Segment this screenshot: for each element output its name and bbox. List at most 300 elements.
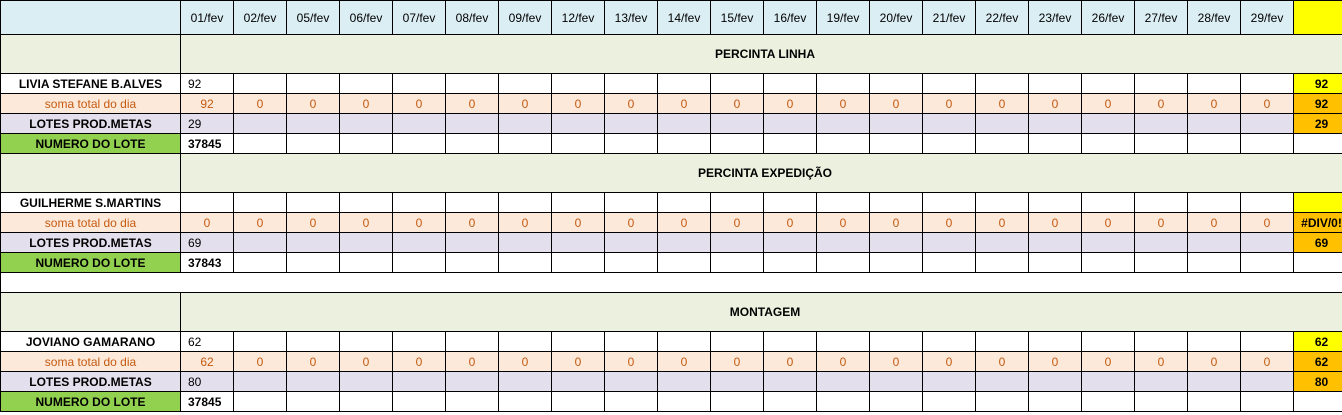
soma-day-cell[interactable]: 0: [1082, 213, 1135, 233]
lotes-day-cell[interactable]: [870, 114, 923, 134]
day-value-cell[interactable]: [870, 332, 923, 352]
lote-day-cell[interactable]: [552, 134, 605, 154]
spacer-cell[interactable]: [1, 273, 181, 293]
soma-label[interactable]: soma total do dia: [1, 94, 181, 114]
day-value-cell[interactable]: [711, 193, 764, 213]
lotes-day-cell[interactable]: [1029, 233, 1082, 253]
lote-day-cell[interactable]: [340, 392, 393, 412]
lotes-day-cell[interactable]: [764, 114, 817, 134]
soma-day-cell[interactable]: 0: [1029, 94, 1082, 114]
day-value-cell[interactable]: [340, 332, 393, 352]
soma-day-cell[interactable]: 0: [1135, 213, 1188, 233]
lote-total-cell[interactable]: [1294, 392, 1342, 412]
soma-day-cell[interactable]: 0: [1241, 352, 1294, 372]
lote-day-cell[interactable]: [393, 253, 446, 273]
day-value-cell[interactable]: [923, 193, 976, 213]
lote-day-cell[interactable]: [817, 134, 870, 154]
soma-day-cell[interactable]: 0: [287, 94, 340, 114]
day-value-cell[interactable]: [817, 332, 870, 352]
spacer-cell[interactable]: [340, 273, 393, 293]
spacer-cell[interactable]: [976, 273, 1029, 293]
day-value-cell[interactable]: [287, 193, 340, 213]
day-value-cell[interactable]: [1188, 74, 1241, 94]
date-header-cell[interactable]: 27/fev: [1135, 1, 1188, 35]
spacer-cell[interactable]: [1188, 273, 1241, 293]
date-header-cell[interactable]: 12/fev: [552, 1, 605, 35]
soma-day-cell[interactable]: 92: [181, 94, 234, 114]
soma-day-cell[interactable]: 62: [181, 352, 234, 372]
spacer-cell[interactable]: [1294, 273, 1342, 293]
soma-day-cell[interactable]: 0: [499, 94, 552, 114]
worker-total-cell[interactable]: 62: [1294, 332, 1342, 352]
section-title[interactable]: PERCINTA EXPEDIÇÃO: [181, 154, 1342, 193]
date-header-cell[interactable]: 05/fev: [287, 1, 340, 35]
lotes-label[interactable]: LOTES PROD.METAS: [1, 233, 181, 253]
lotes-day-cell[interactable]: [605, 233, 658, 253]
day-value-cell[interactable]: [976, 332, 1029, 352]
lote-day-cell[interactable]: [1241, 134, 1294, 154]
lotes-day-cell[interactable]: [340, 233, 393, 253]
soma-day-cell[interactable]: 0: [1082, 94, 1135, 114]
day-value-cell[interactable]: [446, 74, 499, 94]
spacer-cell[interactable]: [923, 273, 976, 293]
soma-day-cell[interactable]: 0: [393, 213, 446, 233]
soma-label[interactable]: soma total do dia: [1, 352, 181, 372]
lotes-day-cell[interactable]: [764, 233, 817, 253]
soma-day-cell[interactable]: 0: [711, 94, 764, 114]
lotes-day-cell[interactable]: [870, 372, 923, 392]
lote-day-cell[interactable]: [711, 392, 764, 412]
soma-total-cell[interactable]: #DIV/0!: [1294, 213, 1342, 233]
day-value-cell[interactable]: [605, 193, 658, 213]
day-value-cell[interactable]: [340, 74, 393, 94]
soma-day-cell[interactable]: 0: [658, 94, 711, 114]
lote-day-cell[interactable]: [1241, 392, 1294, 412]
day-value-cell[interactable]: [764, 193, 817, 213]
day-value-cell[interactable]: [976, 74, 1029, 94]
lote-day-cell[interactable]: [1029, 134, 1082, 154]
lote-day-cell[interactable]: [499, 392, 552, 412]
lotes-day-cell[interactable]: [711, 372, 764, 392]
soma-day-cell[interactable]: 0: [976, 213, 1029, 233]
lote-day-cell[interactable]: [711, 253, 764, 273]
soma-day-cell[interactable]: 0: [870, 352, 923, 372]
soma-day-cell[interactable]: 0: [446, 94, 499, 114]
day-value-cell[interactable]: [393, 332, 446, 352]
lote-day-cell[interactable]: [287, 253, 340, 273]
soma-day-cell[interactable]: 0: [923, 352, 976, 372]
day-value-cell[interactable]: [552, 74, 605, 94]
lote-day-cell[interactable]: [446, 253, 499, 273]
lote-day-cell[interactable]: [340, 253, 393, 273]
lotes-day-cell[interactable]: [499, 372, 552, 392]
day-value-cell[interactable]: [658, 193, 711, 213]
date-header-cell[interactable]: 28/fev: [1188, 1, 1241, 35]
lote-number-value[interactable]: 37843: [181, 253, 234, 273]
soma-day-cell[interactable]: 0: [1082, 352, 1135, 372]
lote-day-cell[interactable]: [870, 253, 923, 273]
soma-day-cell[interactable]: 0: [817, 352, 870, 372]
soma-day-cell[interactable]: 0: [976, 94, 1029, 114]
soma-day-cell[interactable]: 0: [658, 352, 711, 372]
day-value-cell[interactable]: [711, 332, 764, 352]
worker-total-cell[interactable]: 92: [1294, 74, 1342, 94]
day-value-cell[interactable]: [870, 193, 923, 213]
soma-day-cell[interactable]: 0: [393, 94, 446, 114]
day-value-cell[interactable]: [1241, 74, 1294, 94]
soma-day-cell[interactable]: 0: [552, 94, 605, 114]
day-value-cell[interactable]: [340, 193, 393, 213]
soma-day-cell[interactable]: 0: [552, 213, 605, 233]
date-header-cell[interactable]: 20/fev: [870, 1, 923, 35]
date-header-cell[interactable]: 23/fev: [1029, 1, 1082, 35]
section-title[interactable]: MONTAGEM: [181, 293, 1342, 332]
lote-day-cell[interactable]: [976, 253, 1029, 273]
spacer-cell[interactable]: [552, 273, 605, 293]
lotes-day-cell[interactable]: [552, 233, 605, 253]
day-value-cell[interactable]: [1188, 332, 1241, 352]
spacer-cell[interactable]: [1241, 273, 1294, 293]
soma-day-cell[interactable]: 0: [923, 213, 976, 233]
spacer-cell[interactable]: [446, 273, 499, 293]
lote-day-cell[interactable]: [499, 253, 552, 273]
date-header-cell[interactable]: 09/fev: [499, 1, 552, 35]
lotes-day-cell[interactable]: [446, 372, 499, 392]
worker-name[interactable]: LIVIA STEFANE B.ALVES: [1, 74, 181, 94]
lotes-day-cell[interactable]: [1241, 372, 1294, 392]
day-value-cell[interactable]: [552, 332, 605, 352]
lotes-day-cell[interactable]: [287, 233, 340, 253]
lote-day-cell[interactable]: [1082, 134, 1135, 154]
day-value-cell[interactable]: [1029, 74, 1082, 94]
lotes-day-cell[interactable]: [552, 372, 605, 392]
spacer-cell[interactable]: [287, 273, 340, 293]
lotes-day-cell[interactable]: [1135, 233, 1188, 253]
lote-day-cell[interactable]: [1082, 392, 1135, 412]
lotes-total-cell[interactable]: 29: [1294, 114, 1342, 134]
lotes-day-cell[interactable]: [1029, 114, 1082, 134]
soma-day-cell[interactable]: 0: [1188, 352, 1241, 372]
soma-day-cell[interactable]: 0: [446, 352, 499, 372]
soma-day-cell[interactable]: 0: [1135, 94, 1188, 114]
soma-day-cell[interactable]: 0: [393, 352, 446, 372]
soma-day-cell[interactable]: 0: [1188, 94, 1241, 114]
day-value-cell[interactable]: [287, 332, 340, 352]
lotes-day-cell[interactable]: [446, 114, 499, 134]
soma-day-cell[interactable]: 0: [1188, 213, 1241, 233]
spacer-cell[interactable]: [1135, 273, 1188, 293]
day-value-cell[interactable]: [1082, 74, 1135, 94]
date-header-cell[interactable]: 14/fev: [658, 1, 711, 35]
spacer-cell[interactable]: [234, 273, 287, 293]
lotes-day-cell[interactable]: [1082, 233, 1135, 253]
section-label-cell[interactable]: [1, 154, 181, 193]
lotes-day-cell[interactable]: [1135, 372, 1188, 392]
soma-day-cell[interactable]: 0: [1029, 213, 1082, 233]
day-value-cell[interactable]: [499, 74, 552, 94]
lotes-day-cell[interactable]: [817, 114, 870, 134]
lotes-total-cell[interactable]: 80: [1294, 372, 1342, 392]
lote-day-cell[interactable]: [1188, 392, 1241, 412]
day-value-cell[interactable]: [234, 74, 287, 94]
lote-number-label[interactable]: NUMERO DO LOTE: [1, 253, 181, 273]
lotes-day-cell[interactable]: [340, 114, 393, 134]
lote-day-cell[interactable]: [605, 134, 658, 154]
total-header-cell[interactable]: [1294, 1, 1342, 35]
lotes-day-cell[interactable]: [817, 233, 870, 253]
lote-day-cell[interactable]: [287, 134, 340, 154]
day-value-cell[interactable]: [446, 193, 499, 213]
lote-day-cell[interactable]: [976, 134, 1029, 154]
lotes-day-cell[interactable]: [1135, 114, 1188, 134]
soma-day-cell[interactable]: 0: [234, 94, 287, 114]
day-value-cell[interactable]: [976, 193, 1029, 213]
lote-day-cell[interactable]: [817, 253, 870, 273]
worker-name[interactable]: JOVIANO GAMARANO: [1, 332, 181, 352]
spacer-cell[interactable]: [181, 273, 234, 293]
lote-day-cell[interactable]: [393, 134, 446, 154]
lotes-day-cell[interactable]: [923, 372, 976, 392]
lote-number-label[interactable]: NUMERO DO LOTE: [1, 134, 181, 154]
day-value-cell[interactable]: [1135, 74, 1188, 94]
soma-day-cell[interactable]: 0: [870, 213, 923, 233]
lotes-day-cell[interactable]: [1082, 114, 1135, 134]
lote-day-cell[interactable]: [1135, 253, 1188, 273]
soma-day-cell[interactable]: 0: [976, 352, 1029, 372]
day-value-cell[interactable]: [870, 74, 923, 94]
lotes-day-cell[interactable]: [870, 233, 923, 253]
lotes-day-cell[interactable]: [711, 114, 764, 134]
lote-day-cell[interactable]: [870, 392, 923, 412]
soma-day-cell[interactable]: 0: [552, 352, 605, 372]
lotes-day-cell[interactable]: [764, 372, 817, 392]
soma-total-cell[interactable]: 92: [1294, 94, 1342, 114]
day-value-cell[interactable]: [605, 332, 658, 352]
lote-day-cell[interactable]: [923, 392, 976, 412]
soma-day-cell[interactable]: 0: [764, 352, 817, 372]
lote-day-cell[interactable]: [393, 392, 446, 412]
lote-day-cell[interactable]: [446, 134, 499, 154]
lotes-day-cell[interactable]: [658, 114, 711, 134]
day-value-cell[interactable]: [446, 332, 499, 352]
day-value-cell[interactable]: [181, 193, 234, 213]
section-label-cell[interactable]: [1, 293, 181, 332]
spacer-cell[interactable]: [764, 273, 817, 293]
day-value-cell[interactable]: [1241, 332, 1294, 352]
spacer-cell[interactable]: [499, 273, 552, 293]
day-value-cell[interactable]: [393, 74, 446, 94]
day-value-cell[interactable]: [499, 193, 552, 213]
date-header-cell[interactable]: 07/fev: [393, 1, 446, 35]
soma-day-cell[interactable]: 0: [287, 352, 340, 372]
lote-day-cell[interactable]: [870, 134, 923, 154]
lotes-day-cell[interactable]: [923, 233, 976, 253]
spacer-cell[interactable]: [658, 273, 711, 293]
date-header-cell[interactable]: 01/fev: [181, 1, 234, 35]
spacer-cell[interactable]: [605, 273, 658, 293]
lotes-day-cell[interactable]: [976, 114, 1029, 134]
day-value-cell[interactable]: [817, 74, 870, 94]
lotes-day-cell[interactable]: [976, 233, 1029, 253]
lote-day-cell[interactable]: [923, 253, 976, 273]
lotes-day-cell[interactable]: 29: [181, 114, 234, 134]
lote-day-cell[interactable]: [446, 392, 499, 412]
lote-day-cell[interactable]: [234, 253, 287, 273]
lote-total-cell[interactable]: [1294, 253, 1342, 273]
lotes-total-cell[interactable]: 69: [1294, 233, 1342, 253]
date-header-cell[interactable]: 19/fev: [817, 1, 870, 35]
lote-day-cell[interactable]: [658, 253, 711, 273]
lote-day-cell[interactable]: [1241, 253, 1294, 273]
lote-day-cell[interactable]: [499, 134, 552, 154]
day-value-cell[interactable]: [605, 74, 658, 94]
date-header-cell[interactable]: 06/fev: [340, 1, 393, 35]
lote-day-cell[interactable]: [658, 134, 711, 154]
day-value-cell[interactable]: [499, 332, 552, 352]
day-value-cell[interactable]: 92: [181, 74, 234, 94]
soma-day-cell[interactable]: 0: [234, 213, 287, 233]
date-header-cell[interactable]: 08/fev: [446, 1, 499, 35]
soma-day-cell[interactable]: 0: [870, 94, 923, 114]
lotes-label[interactable]: LOTES PROD.METAS: [1, 372, 181, 392]
day-value-cell[interactable]: [234, 332, 287, 352]
lote-day-cell[interactable]: [605, 253, 658, 273]
day-value-cell[interactable]: [923, 332, 976, 352]
soma-day-cell[interactable]: 0: [711, 213, 764, 233]
lotes-day-cell[interactable]: 69: [181, 233, 234, 253]
day-value-cell[interactable]: [817, 193, 870, 213]
lote-day-cell[interactable]: [1188, 253, 1241, 273]
spacer-cell[interactable]: [817, 273, 870, 293]
lotes-day-cell[interactable]: [1188, 114, 1241, 134]
header-corner-cell[interactable]: [1, 1, 181, 35]
lotes-day-cell[interactable]: [658, 233, 711, 253]
day-value-cell[interactable]: [1135, 193, 1188, 213]
lotes-day-cell[interactable]: [446, 233, 499, 253]
spacer-cell[interactable]: [870, 273, 923, 293]
lote-day-cell[interactable]: [817, 392, 870, 412]
lotes-day-cell[interactable]: [1241, 233, 1294, 253]
lote-day-cell[interactable]: [552, 392, 605, 412]
lote-day-cell[interactable]: [764, 253, 817, 273]
soma-day-cell[interactable]: 0: [1241, 213, 1294, 233]
soma-day-cell[interactable]: 0: [340, 352, 393, 372]
spacer-cell[interactable]: [1082, 273, 1135, 293]
date-header-cell[interactable]: 16/fev: [764, 1, 817, 35]
soma-day-cell[interactable]: 0: [605, 94, 658, 114]
day-value-cell[interactable]: [923, 74, 976, 94]
lote-day-cell[interactable]: [1135, 134, 1188, 154]
day-value-cell[interactable]: [287, 74, 340, 94]
soma-day-cell[interactable]: 0: [1241, 94, 1294, 114]
lote-day-cell[interactable]: [552, 253, 605, 273]
lote-day-cell[interactable]: [340, 134, 393, 154]
spacer-cell[interactable]: [393, 273, 446, 293]
lotes-day-cell[interactable]: [658, 372, 711, 392]
lote-day-cell[interactable]: [976, 392, 1029, 412]
lote-day-cell[interactable]: [1135, 392, 1188, 412]
lotes-label[interactable]: LOTES PROD.METAS: [1, 114, 181, 134]
day-value-cell[interactable]: [1082, 332, 1135, 352]
day-value-cell[interactable]: [393, 193, 446, 213]
soma-day-cell[interactable]: 0: [446, 213, 499, 233]
soma-day-cell[interactable]: 0: [287, 213, 340, 233]
lotes-day-cell[interactable]: [499, 233, 552, 253]
lote-day-cell[interactable]: [764, 134, 817, 154]
day-value-cell[interactable]: [658, 74, 711, 94]
soma-day-cell[interactable]: 0: [181, 213, 234, 233]
lotes-day-cell[interactable]: [287, 372, 340, 392]
spacer-cell[interactable]: [1029, 273, 1082, 293]
soma-day-cell[interactable]: 0: [340, 213, 393, 233]
lote-day-cell[interactable]: [1029, 253, 1082, 273]
soma-day-cell[interactable]: 0: [817, 94, 870, 114]
day-value-cell[interactable]: [1241, 193, 1294, 213]
lotes-day-cell[interactable]: [393, 233, 446, 253]
date-header-cell[interactable]: 26/fev: [1082, 1, 1135, 35]
lotes-day-cell[interactable]: [605, 372, 658, 392]
lotes-day-cell[interactable]: [1241, 114, 1294, 134]
date-header-cell[interactable]: 13/fev: [605, 1, 658, 35]
worker-name[interactable]: GUILHERME S.MARTINS: [1, 193, 181, 213]
soma-day-cell[interactable]: 0: [340, 94, 393, 114]
lote-number-value[interactable]: 37845: [181, 392, 234, 412]
day-value-cell[interactable]: [1135, 332, 1188, 352]
soma-day-cell[interactable]: 0: [711, 352, 764, 372]
lotes-day-cell[interactable]: [1188, 233, 1241, 253]
day-value-cell[interactable]: [1029, 332, 1082, 352]
lotes-day-cell[interactable]: [976, 372, 1029, 392]
lote-day-cell[interactable]: [234, 134, 287, 154]
worker-total-cell[interactable]: [1294, 193, 1342, 213]
lotes-day-cell[interactable]: [711, 233, 764, 253]
soma-day-cell[interactable]: 0: [764, 94, 817, 114]
lotes-day-cell[interactable]: [499, 114, 552, 134]
lote-number-label[interactable]: NUMERO DO LOTE: [1, 392, 181, 412]
lote-day-cell[interactable]: [234, 392, 287, 412]
day-value-cell[interactable]: [764, 74, 817, 94]
lotes-day-cell[interactable]: [923, 114, 976, 134]
lotes-day-cell[interactable]: [817, 372, 870, 392]
date-header-cell[interactable]: 02/fev: [234, 1, 287, 35]
lotes-day-cell[interactable]: [287, 114, 340, 134]
day-value-cell[interactable]: [552, 193, 605, 213]
day-value-cell[interactable]: [1082, 193, 1135, 213]
lote-day-cell[interactable]: [287, 392, 340, 412]
day-value-cell[interactable]: [764, 332, 817, 352]
lotes-day-cell[interactable]: [234, 114, 287, 134]
day-value-cell[interactable]: 62: [181, 332, 234, 352]
soma-label[interactable]: soma total do dia: [1, 213, 181, 233]
soma-day-cell[interactable]: 0: [499, 352, 552, 372]
section-title[interactable]: PERCINTA LINHA: [181, 35, 1342, 74]
lote-day-cell[interactable]: [1029, 392, 1082, 412]
soma-day-cell[interactable]: 0: [605, 213, 658, 233]
lotes-day-cell[interactable]: [393, 372, 446, 392]
lotes-day-cell[interactable]: [552, 114, 605, 134]
lote-day-cell[interactable]: [605, 392, 658, 412]
day-value-cell[interactable]: [711, 74, 764, 94]
lotes-day-cell[interactable]: 80: [181, 372, 234, 392]
lotes-day-cell[interactable]: [605, 114, 658, 134]
day-value-cell[interactable]: [234, 193, 287, 213]
lotes-day-cell[interactable]: [234, 233, 287, 253]
soma-day-cell[interactable]: 0: [817, 213, 870, 233]
soma-day-cell[interactable]: 0: [764, 213, 817, 233]
date-header-cell[interactable]: 15/fev: [711, 1, 764, 35]
section-label-cell[interactable]: [1, 35, 181, 74]
lotes-day-cell[interactable]: [1029, 372, 1082, 392]
